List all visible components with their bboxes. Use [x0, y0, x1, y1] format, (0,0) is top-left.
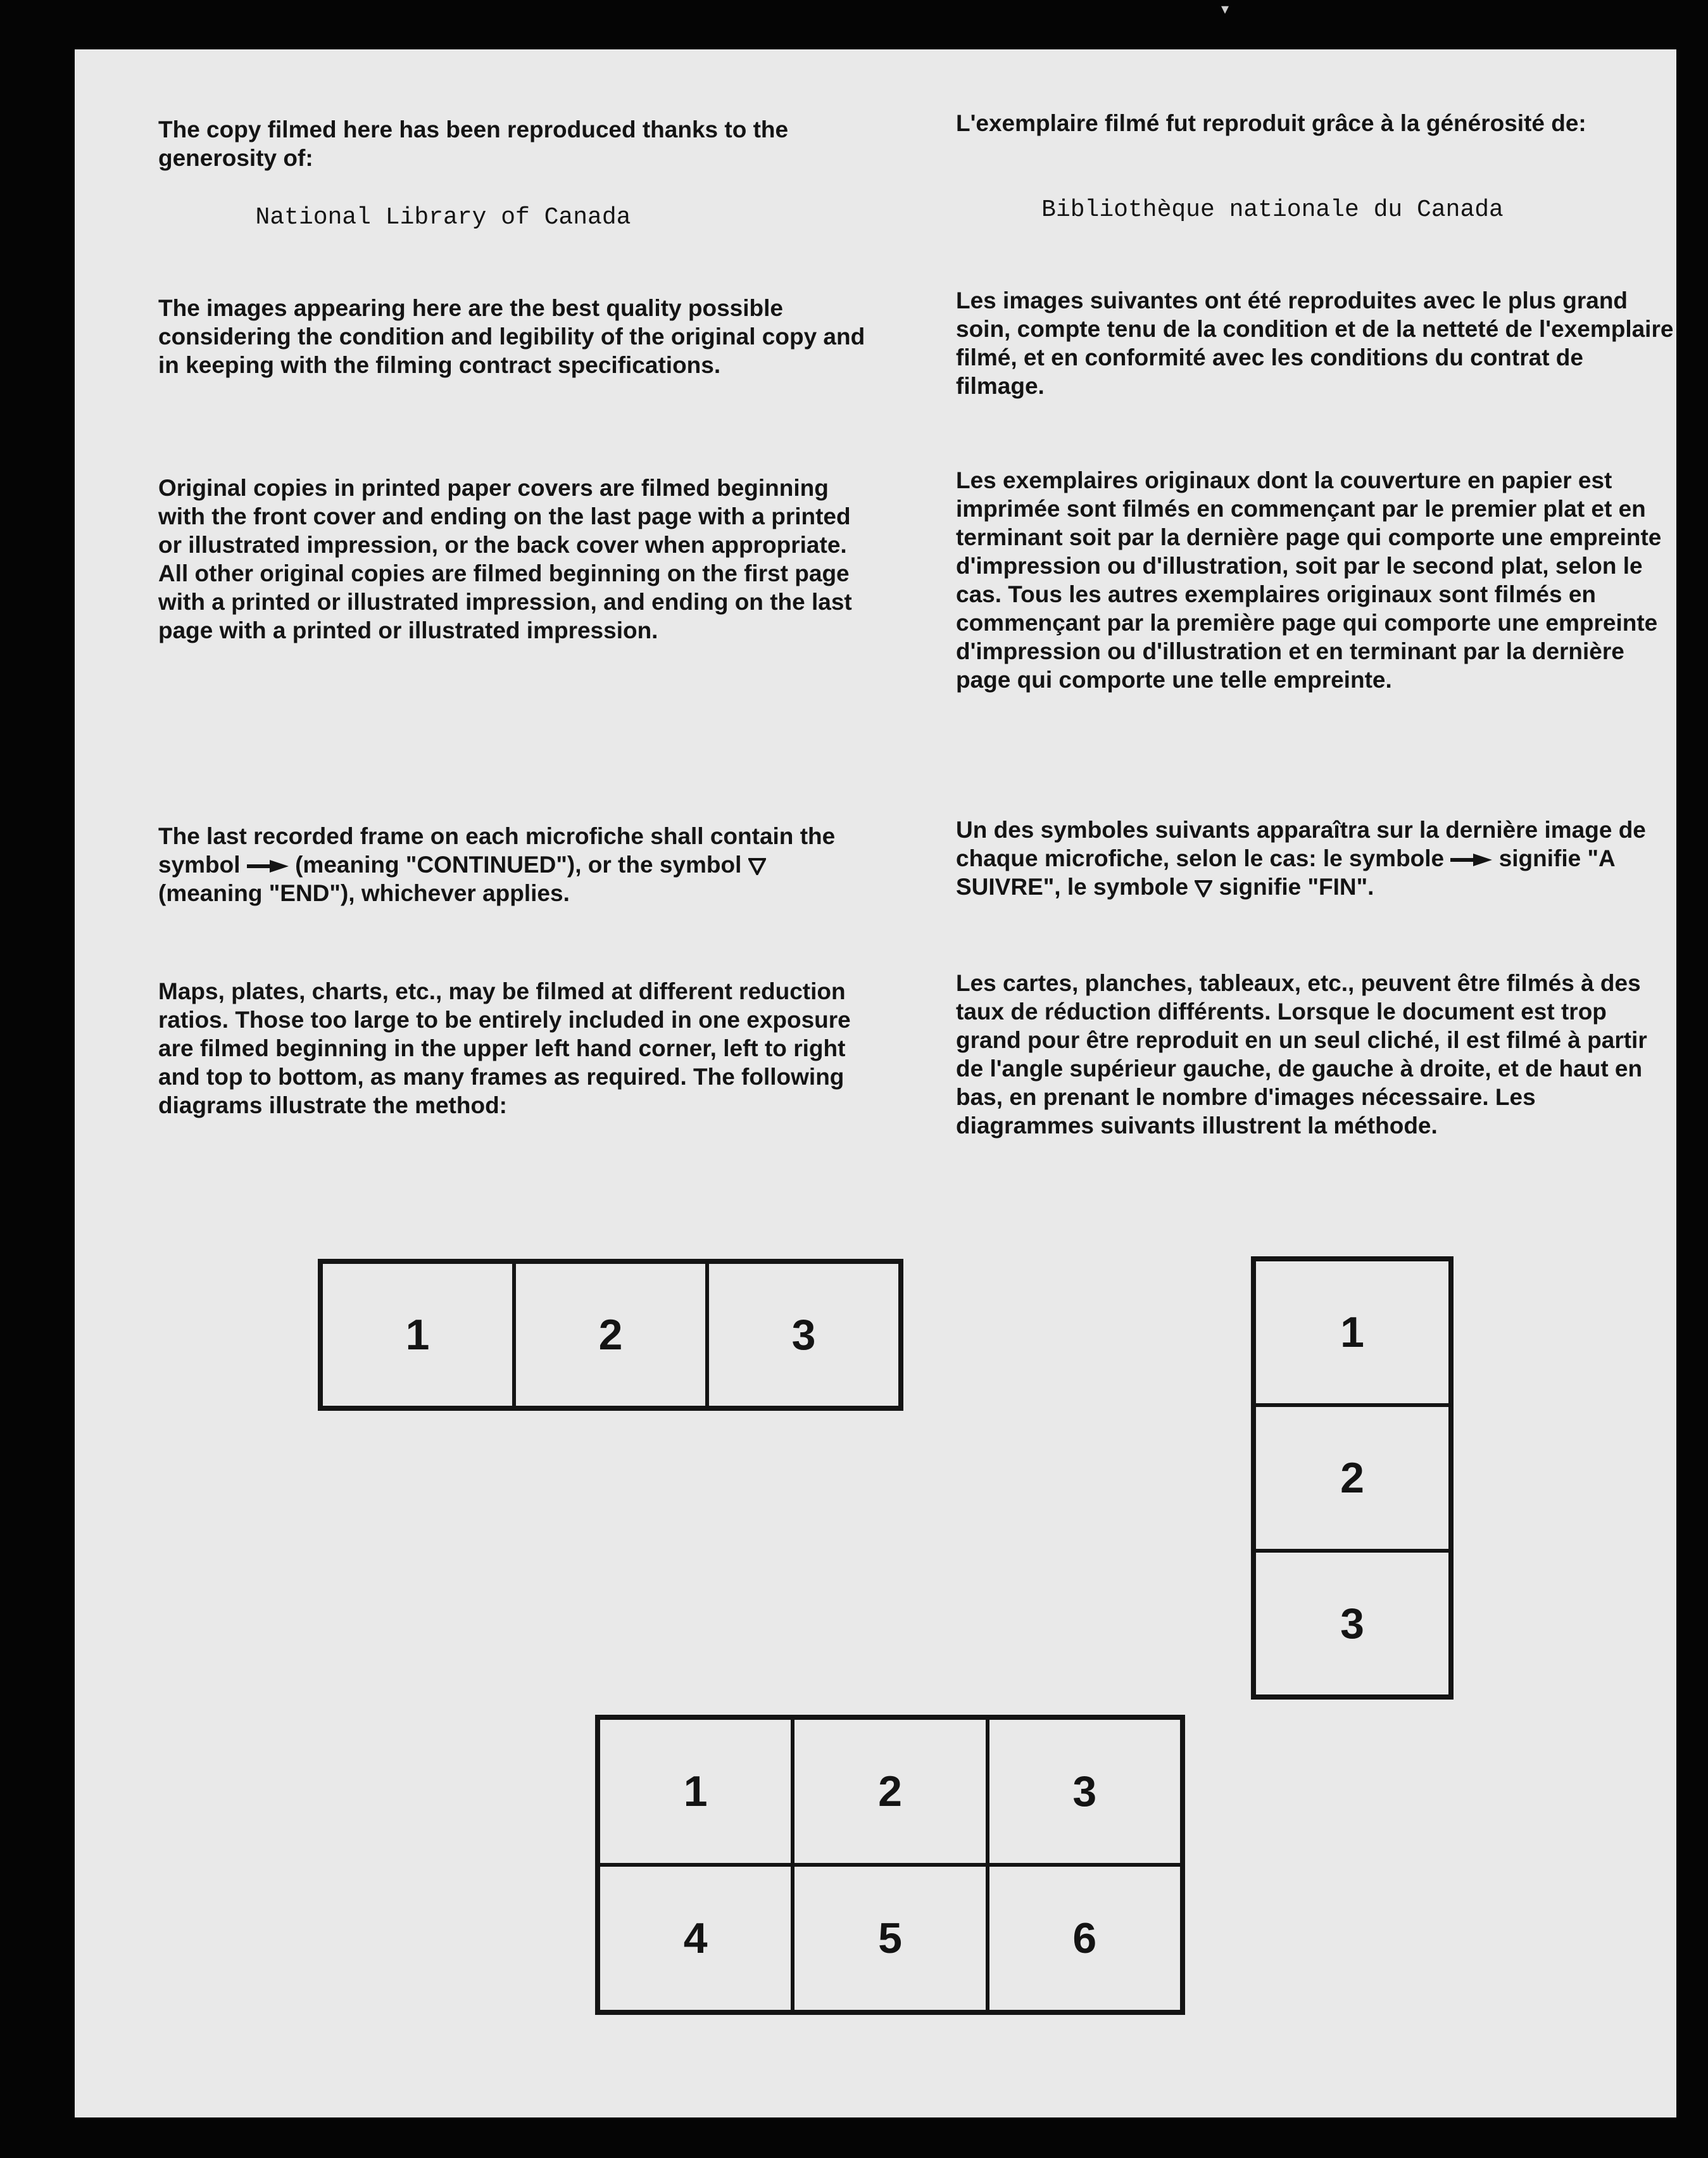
- symbols-fr-part-a: Un des symboles suivants apparaîtra sur la dernière image de chaque microfiche, selon le cas: le symbole: [956, 817, 1646, 871]
- continued-arrow-icon: [247, 860, 289, 873]
- intro-fr: L'exemplaire filmé fut reproduit grâce à la générosité de:: [956, 110, 1586, 136]
- frame-cell: 5: [793, 1865, 987, 2012]
- end-triangle-icon: [748, 857, 766, 875]
- symbols-en-part-b: (meaning "CONTINUED"), or the symbol: [295, 852, 742, 878]
- horizontal-frames-diagram: [318, 1259, 903, 1411]
- frame-cell: 1: [321, 1262, 514, 1408]
- intro-en: The copy filmed here has been reproduced thanks to the generosity of:: [158, 117, 789, 171]
- symbols-en-part-c: (meaning "END"), whichever applies.: [158, 880, 570, 906]
- maps-en: Maps, plates, charts, etc., may be filmed at different reduction ratios. Those too large to be entirely included in one exposure are filmed beginning in the upper left hand corner, left to right and top to bottom, as many frames as required. The following diagrams illustrate the method:: [158, 978, 851, 1118]
- continued-arrow-icon: [1450, 854, 1492, 866]
- symbols-en: [158, 822, 874, 907]
- frame-cell: 3: [988, 1718, 1182, 1865]
- symbols-fr: [956, 816, 1674, 901]
- copies-en: Original copies in printed paper covers are filmed beginning with the front cover and ending on the last page with a printed or illustrated impression, or the back cover when appropriate. All other original copies are filmed beginning on the first page with a printed or illustrated impression, and ending on the last page with a printed or illustrated impression.: [158, 475, 852, 643]
- vertical-frames-diagram: [1251, 1256, 1454, 1700]
- frame-cell: 1: [1254, 1259, 1450, 1405]
- frame-cell: 3: [707, 1262, 900, 1408]
- copies-fr: Les exemplaires originaux dont la couverture en papier est imprimée sont filmés en commençant par le premier plat et en terminant soit par la dernière page qui comporte une empreinte d'impression ou d'illustration, soit par le second plat, selon le cas. Tous les autres exemplaires originaux sont filmés en commençant par la première page qui comporte une empreinte d'impression ou d'illustration et en terminant par la dernière page qui comporte une telle empreinte.: [956, 467, 1662, 693]
- maps-fr: Les cartes, planches, tableaux, etc., peuvent être filmés à des taux de réduction différents. Lorsque le document est trop grand pour être reproduit en un seul cliché, il est filmé à partir de l'angle supérieur gauche, de gauche à droite, et de haut en bas, en prenant le nombre d'images nécessaire. Les diagrammes suivants illustrent la méthode.: [956, 970, 1647, 1139]
- symbols-fr-part-c: signifie "FIN".: [1219, 874, 1374, 900]
- end-triangle-icon: [1195, 880, 1212, 897]
- frame-cell: 2: [1254, 1405, 1450, 1551]
- library-name-en: National Library of Canada: [255, 204, 631, 231]
- top-edge-mark: ▾: [1221, 1, 1229, 18]
- symbols-en-part-a: The last recorded frame on each microfiche shall contain the symbol: [158, 823, 836, 878]
- quality-fr: Les images suivantes ont été reproduites avec le plus grand soin, compte tenu de la condition et de la netteté de l'exemplaire filmé, et en conformité avec les conditions du contrat de filmage.: [956, 287, 1674, 399]
- microfilm-notice-page: [75, 49, 1676, 2117]
- frame-cell: 2: [514, 1262, 707, 1408]
- frame-cell: 6: [988, 1865, 1182, 2012]
- grid-frames-diagram: [595, 1715, 1185, 2015]
- frame-cell: 4: [598, 1865, 793, 2012]
- frame-cell: 3: [1254, 1551, 1450, 1696]
- symbols-fr-part-b: signifie "A SUIVRE", le symbole: [956, 845, 1615, 900]
- frame-cell: 2: [793, 1718, 987, 1865]
- quality-en: The images appearing here are the best quality possible considering the condition and legibility of the original copy and in keeping with the filming contract specifications.: [158, 295, 865, 378]
- frame-cell: 1: [598, 1718, 793, 1865]
- library-name-fr: Bibliothèque nationale du Canada: [1041, 196, 1504, 224]
